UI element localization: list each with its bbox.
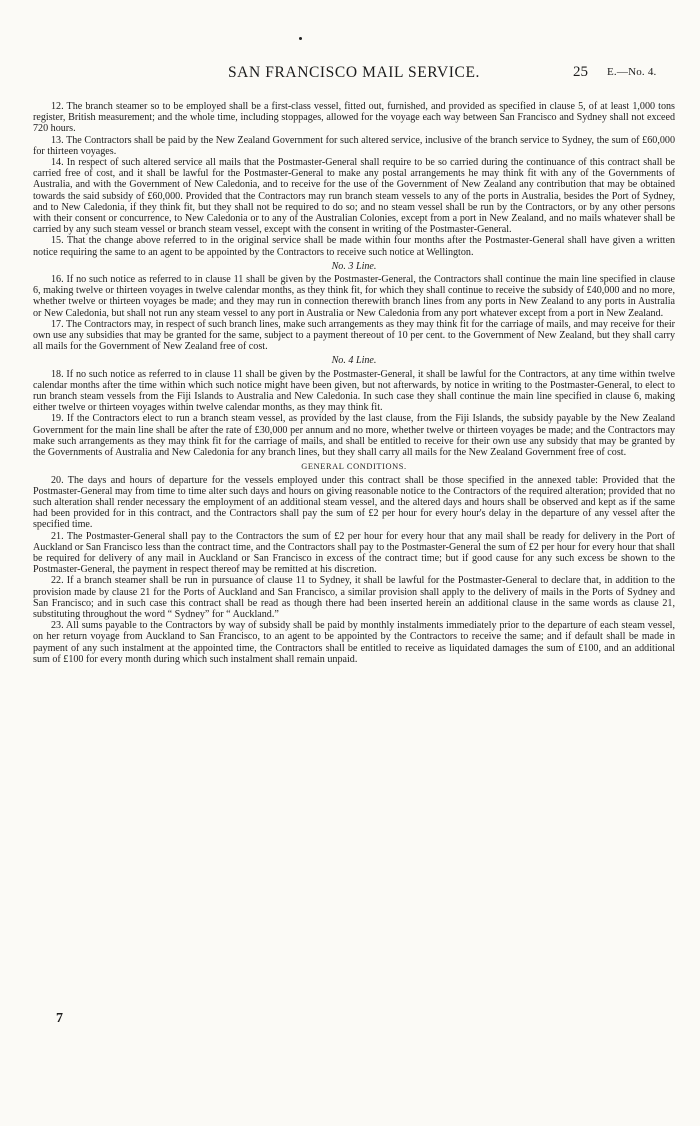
clause-18: 18. If no such notice as referred to in clause 11 shall be given by the Postmaster-General, it shall be lawful for the Contractors, at any time within twelve calendar months after the time within which such notice might have been given, but not afterwards, by notice in writing to the Postmaster-General, to elect to run branch steam vessels from the Fiji Islands to Australia and New Caledonia. In such case they shall continue the main line specified in clause 6, making either twelve or thirteen voyages within twelve calendar months, as they may think fit. [33, 368, 675, 414]
section-heading-general-conditions: GENERAL CONDITIONS. [301, 462, 407, 472]
clause-14: 14. In respect of such altered service all mails that the Postmaster-General shall require to be so carried during the continuance of this contract shall be carried free of cost, and it shall be lawful for the Postmaster-General to make any postal arrangements he may think fit with any of the Governments of Australia, and with the Government of New Caledonia, and to receive for the use of the Government of New Zealand any contribution that may be obtained towards the said subsidy of £60,000. Provided that the Contractors may run branch steam vessels to any of the ports in Australia, besides the Port of Sydney, and to New Caledonia, if they think fit, but they shall not be required to do so; and no steam vessel shall be run by the Contractors, or by any other persons with their consent or concurrence, to New Caledonia or to any of the Australian Colonies, except from a port in New Zealand, and no mails whatever shall be carried by any such steam vessel or branch steam vessel, except with the consent in writing of the Postmaster-General. [33, 157, 675, 236]
clause-20: 20. The days and hours of departure for the vessels employed under this contract shall be those specified in the annexed table: Provided that the Postmaster-General may from time to time alter such days and hours on giving reasonable notice to the Contractors of the required alteration; provided that no such alteration shall render necessary the employment of an additional steam vessel, and the altered days and hours shall be observed and kept as if the same had been provided for in this contract, and the Contractors shall pay the sum of £2 per hour for every hour's delay in the departure of any vessel after the specified time. [33, 474, 675, 531]
running-title: SAN FRANCISCO MAIL SERVICE. [227, 64, 481, 81]
clause-13: 13. The Contractors shall be paid by the New Zealand Government for such altered service, inclusive of the branch service to Sydney, the sum of £60,000 for thirteen voyages. [33, 134, 675, 157]
section-heading-no-3-line: No. 3 Line. [331, 260, 377, 272]
clause-12: 12. The branch steamer so to be employed shall be a first-class vessel, fitted out, furnished, and provided as specified in clause 5, of at least 1,000 tons register, British measurement; and the whole time, including stoppages, allowed for the voyage each way between San Francisco and Sydney shall not exceed 720 hours. [33, 101, 675, 135]
page-number: 25 [573, 64, 588, 80]
clause-17: 17. The Contractors may, in respect of such branch lines, make such arrangements as they may think fit for the carriage of mails, and may receive for their own use any subsidies that may be granted for the same, subject to a payment thereout of 10 per cent. to the Government of New Zealand, but they shall carry all mails for the Government of New Zealand free of cost. [33, 318, 675, 353]
clause-21: 21. The Postmaster-General shall pay to the Contractors the sum of £2 per hour for every hour that any mail shall be ready for delivery in the Port of Auckland or San Francisco less than the contract time, and the Contractors shall pay to the Postmaster-General the sum of £2 per hour for every hour that shall be required for delivery of any mail in Auckland or San Francisco in excess of the contract time; but if good cause for any such excess be shown to the Postmaster-General, the payment in respect thereof may be remitted at his discretion. [33, 530, 675, 576]
signature-mark: 7 [56, 1011, 63, 1026]
paper-reference: E.—No. 4. [607, 66, 657, 78]
section-heading-no-4-line: No. 4 Line. [331, 355, 377, 367]
clause-22: 22. If a branch steamer shall be run in pursuance of clause 11 to Sydney, it shall be lawful for the Postmaster-General to declare that, in addition to the provision made by clause 21 for the Ports of Auckland and San Francisco, a similar provision shall apply to the delivery of mails in the Ports of Sydney and San Francisco; and in such case this contract shall be read as though there had been inserted herein an additional clause in the same words as clause 21, substituting throughout the word “ Sydney” for “ Auckland.” [33, 575, 675, 620]
document-body [33, 101, 675, 665]
clause-16: 16. If no such notice as referred to in clause 11 shall be given by the Postmaster-General, the Contractors shall continue the main line specified in clause 6, making twelve or thirteen voyages in twelve calendar months, as they think fit, for which they shall continue to receive the subsidy of £40,000 and no more, whether twelve or thirteen voyages be made; and they may run in connection therewith branch lines from any ports in New Zealand to any ports in Australia or New Caledonia, but shall not run any steam vessel to any port in Australia or New Caledonia from any port whatever except from a port in New Zealand. [33, 274, 675, 319]
page-header [33, 64, 675, 84]
clause-15: 15. That the change above referred to in the original service shall be made within four months after the Postmaster-General shall have given a written notice requiring the same to an agent to be appointed by the Contractors to receive such notice at Wellington. [33, 235, 675, 258]
clause-19: 19. If the Contractors elect to run a branch steam vessel, as provided by the last clause, from the Fiji Islands, the subsidy payable by the New Zealand Government for the main line shall be after the rate of £30,000 per annum and no more, whether twelve or thirteen voyages be made; and the Contractors may make such arrangements as they may think fit for the carriage of mails, and shall be entitled to receive for their own use any subsidy that may be granted by the Governments of Australia and New Caledonia for any branch lines, but they shall carry all mails for the New Zealand Government free of cost. [33, 413, 675, 459]
clause-23: 23. All sums payable to the Contractors by way of subsidy shall be paid by monthly instalments immediately prior to the departure of each steam vessel, on her return voyage from Auckland to San Francisco, to an agent to be appointed by the Contractors to receive the same; and if default shall be made in payment of any such instalment at the appointed time, the Contractors shall be entitled to receive as liquidated damages the sum of £100, and an additional sum of £100 for every month during which such instalment shall remain unpaid. [33, 620, 675, 665]
stray-dot-mark [299, 37, 302, 40]
